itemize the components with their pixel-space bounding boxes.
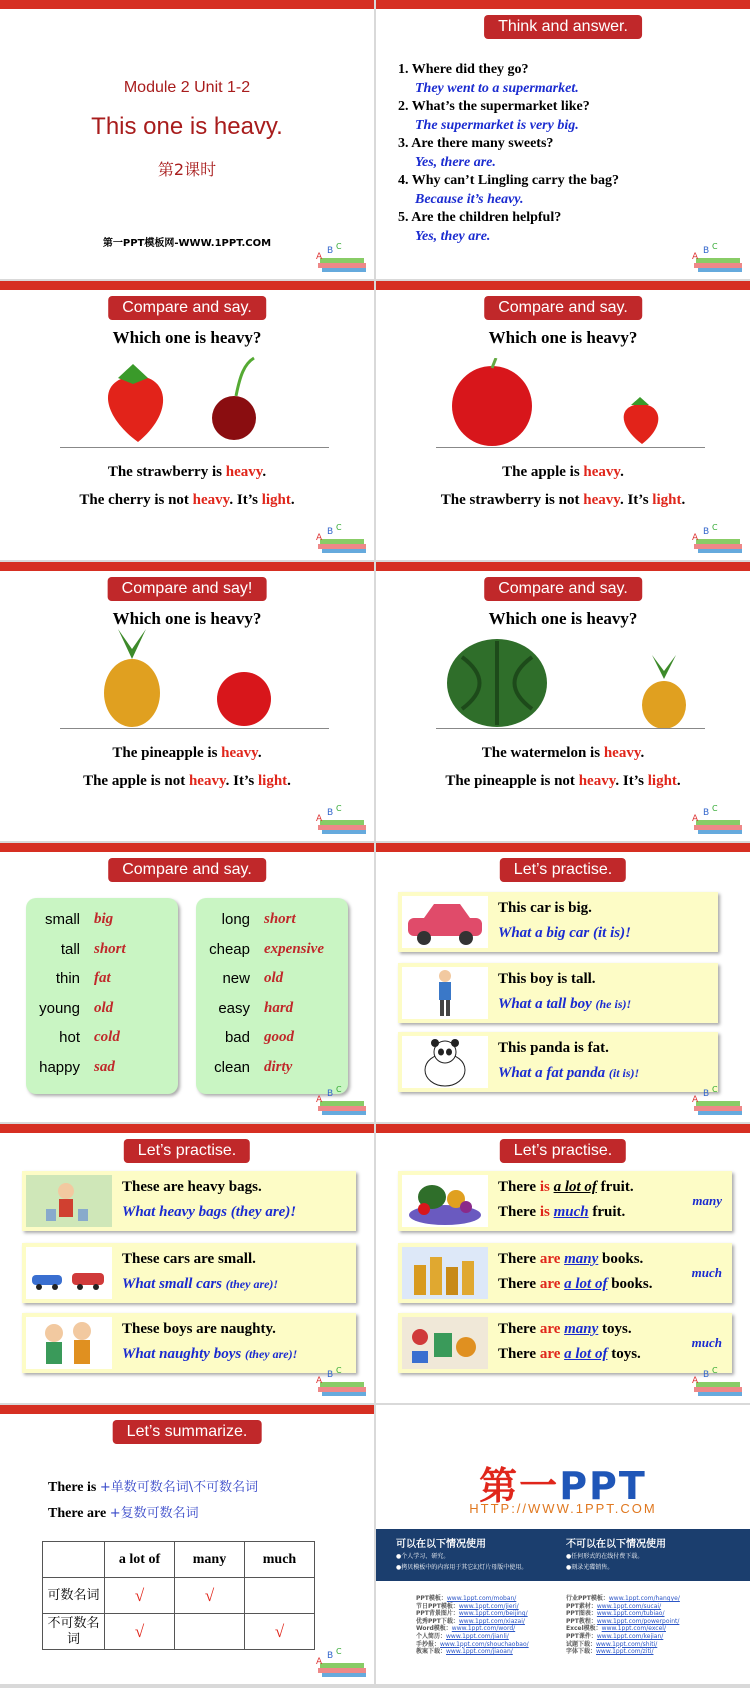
compare-slide-watermelon-pineapple[interactable] xyxy=(376,562,750,841)
practise-slide-2[interactable] xyxy=(0,1124,374,1403)
adjective-pair: bad good xyxy=(224,1029,294,1047)
practise-row: This boy is tall. What a tall boy (he is)! xyxy=(398,963,718,1023)
adjective-pair: long short xyxy=(221,911,296,929)
kid-with-bags-icon xyxy=(26,1175,112,1227)
question: 2. What’s the supermarket like? xyxy=(398,99,590,114)
svg-text:A: A xyxy=(316,533,323,543)
books-icon xyxy=(402,1247,488,1299)
adjective-pair: new old xyxy=(222,970,284,988)
slide-badge: Compare and say! xyxy=(108,577,267,601)
table-row: 不可数名词 √ √ xyxy=(43,1614,315,1650)
svg-text:C: C xyxy=(712,805,718,813)
practise-row: These cars are small. What small cars (they are)! xyxy=(22,1243,356,1303)
svg-text:B: B xyxy=(327,1089,334,1099)
summary-slide[interactable] xyxy=(0,1405,374,1684)
think-answer-slide[interactable] xyxy=(376,0,750,279)
title-slide[interactable] xyxy=(0,0,374,279)
apple-icon xyxy=(214,667,274,727)
slide-badge: Compare and say. xyxy=(108,858,266,882)
practise-row: These boys are naughty. What naughty boys (they are)! xyxy=(22,1313,356,1373)
links-right[interactable]: 行业PPT模板：www.1ppt.com/hangye/ PPT素材：www.1ppt.com/sucai/ PPT图表：www.1ppt.com/tubiao/ PPT教程：www.1ppt.com/powerpoint/ Excel模板：www.1ppt.com/excel/ PPT课件：www.1ppt.com/kejian/ 试题下载：www.1ppt.com/shiti/ 字体下载：www.1ppt.com/ziti/ xyxy=(566,1595,680,1656)
sentence-heavy: The pineapple is heavy. xyxy=(112,745,262,761)
svg-text:C: C xyxy=(712,243,718,251)
sentence-light: The strawberry is not heavy. It’s light. xyxy=(440,492,686,508)
svg-text:C: C xyxy=(336,243,342,251)
fruit-bowl-icon xyxy=(402,1175,488,1227)
cherry-icon xyxy=(210,356,260,446)
panda-icon xyxy=(402,1036,488,1088)
slide-badge: Let’s practise. xyxy=(500,858,626,882)
links-left[interactable]: PPT模板：www.1ppt.com/moban/ 节日PPT模板：www.1ppt.com/jieri/ PPT背景图片：www.1ppt.com/beijing/ 优秀PPT下载：www.1ppt.com/xiazai/ Word模板：www.1ppt.com/word/ 个人简历：www.1ppt.com/jianli/ 手抄报：www.1ppt.com/shouchaobao/ 教案下载：www.1ppt.com/jiaoan/ xyxy=(416,1595,529,1656)
summary-table xyxy=(42,1541,315,1650)
module-label: Module 2 Unit 1-2 xyxy=(123,79,251,96)
slide-badge: Let’s practise. xyxy=(124,1139,250,1163)
svg-text:A: A xyxy=(692,1376,699,1386)
divider xyxy=(60,447,329,448)
svg-text:C: C xyxy=(712,1086,718,1094)
small-cars-icon xyxy=(26,1247,112,1299)
svg-text:B: B xyxy=(703,527,710,537)
table-row: 可数名词 √ √ xyxy=(43,1578,315,1614)
compare-slide-strawberry-cherry[interactable] xyxy=(0,281,374,560)
question: 5. Are the children helpful? xyxy=(398,210,562,225)
sentence-light: The apple is not heavy. It’s light. xyxy=(83,773,291,789)
practise-row: There is a lot of fruit. There is much fruit. many xyxy=(398,1171,732,1231)
slide-question: Which one is heavy? xyxy=(488,328,638,347)
adjective-pair: thin fat xyxy=(55,970,111,988)
compare-slide-pineapple-apple[interactable] xyxy=(0,562,374,841)
practise-row: There are many books. There are a lot of books. much xyxy=(398,1243,732,1303)
ppt-logo: 第一PPT xyxy=(479,1464,647,1508)
svg-text:B: B xyxy=(703,246,710,256)
pineapple-icon xyxy=(100,629,164,727)
adjective-pair: young old xyxy=(39,999,114,1017)
slide-question: Which one is heavy? xyxy=(488,609,638,628)
website-label: 第一PPT模板网-WWW.1PPT.COM xyxy=(102,238,272,249)
slide-badge: Compare and say. xyxy=(108,296,266,320)
qa-list xyxy=(398,61,619,246)
abc-books-icon xyxy=(314,1648,368,1678)
svg-text:A: A xyxy=(692,1095,699,1105)
slide-question: Which one is heavy? xyxy=(112,609,262,628)
ppt-ad-slide[interactable] xyxy=(376,1405,750,1684)
svg-text:A: A xyxy=(692,533,699,543)
strawberry-icon xyxy=(88,356,178,444)
sentence-heavy: The watermelon is heavy. xyxy=(481,745,645,761)
adjective-pair: tall short xyxy=(60,940,126,958)
svg-text:C: C xyxy=(336,805,342,813)
correction-word: many xyxy=(692,1193,722,1208)
svg-text:B: B xyxy=(327,246,334,256)
svg-text:B: B xyxy=(327,808,334,818)
practise-row: This car is big. What a big car (it is)! xyxy=(398,892,718,952)
sentence-light: The pineapple is not heavy. It’s light. xyxy=(445,773,681,789)
usage-band: 可以在以下情况使用 ●个人学习、研究。 ●拷贝模板中的内容用于其它幻灯片母版中使用。 不可以在以下情况使用 ●任何形式的在线付费下载。 ●刻录光碟销售。 xyxy=(376,1529,750,1581)
abc-books-icon xyxy=(690,243,744,273)
sentence-light: The cherry is not heavy. It’s light. xyxy=(79,492,295,508)
rule-there-are: There are +复数可数名词 xyxy=(48,1506,199,1521)
answer: Yes, they are. xyxy=(415,228,491,244)
adjective-pair: cheap expensive xyxy=(209,940,324,958)
car-icon xyxy=(402,896,488,948)
site-url[interactable]: HTTP://WWW.1PPT.COM xyxy=(469,1501,657,1516)
adjective-pair: small big xyxy=(44,911,114,929)
adjective-pair: clean dirty xyxy=(214,1058,293,1076)
svg-text:B: B xyxy=(327,1370,334,1380)
lesson-period: 第2课时 xyxy=(157,160,217,179)
svg-text:B: B xyxy=(327,527,334,537)
abc-books-icon xyxy=(690,1367,744,1397)
svg-text:A: A xyxy=(316,1657,323,1667)
table-header-row: a lot of many much xyxy=(43,1542,315,1578)
question: 4. Why can’t Lingling carry the bag? xyxy=(398,173,620,188)
sentence-heavy: The apple is heavy. xyxy=(502,464,624,480)
slide-badge: Compare and say. xyxy=(484,296,642,320)
watermelon-icon xyxy=(442,637,552,729)
adjectives-slide[interactable] xyxy=(0,843,374,1122)
rule-there-is: There is +单数可数名词\不可数名词 xyxy=(48,1480,259,1495)
abc-books-icon xyxy=(314,1086,368,1116)
svg-text:A: A xyxy=(692,252,699,262)
adjective-pair: hot cold xyxy=(59,1029,120,1047)
correction-word: much xyxy=(691,1265,722,1280)
answer: Yes, there are. xyxy=(415,154,496,170)
slide-badge: Let’s summarize. xyxy=(113,1420,262,1444)
svg-text:A: A xyxy=(316,252,323,262)
practise-slide-1[interactable] xyxy=(376,843,750,1122)
question: 3. Are there many sweets? xyxy=(398,136,554,151)
answer: The supermarket is very big. xyxy=(415,117,579,133)
abc-books-icon xyxy=(314,805,368,835)
abc-books-icon xyxy=(690,524,744,554)
abc-books-icon xyxy=(690,805,744,835)
apple-icon xyxy=(446,358,538,448)
abc-books-icon xyxy=(314,524,368,554)
abc-books-icon xyxy=(314,243,368,273)
divider xyxy=(436,728,705,729)
svg-text:B: B xyxy=(703,1370,710,1380)
svg-text:C: C xyxy=(336,524,342,532)
pineapple-icon xyxy=(638,655,690,729)
answer: They went to a supermarket. xyxy=(415,80,579,96)
strawberry-icon xyxy=(614,394,666,446)
abc-books-icon xyxy=(314,1367,368,1397)
svg-text:A: A xyxy=(692,814,699,824)
toys-icon xyxy=(402,1317,488,1369)
practise-row: There are many toys. There are a lot of toys. much xyxy=(398,1313,732,1373)
svg-text:B: B xyxy=(327,1651,334,1661)
svg-text:A: A xyxy=(316,814,323,824)
adjective-box-right xyxy=(196,898,348,1094)
svg-text:C: C xyxy=(336,1086,342,1094)
divider xyxy=(60,728,329,729)
adjective-pair: easy hard xyxy=(218,999,294,1017)
adjective-pair: happy sad xyxy=(39,1058,115,1076)
adjective-box-left xyxy=(26,898,178,1094)
slide-badge: Let’s practise. xyxy=(500,1139,626,1163)
question: 1. Where did they go? xyxy=(398,62,529,77)
practise-row: These are heavy bags. What heavy bags (they are)! xyxy=(22,1171,356,1231)
divider xyxy=(436,447,705,448)
svg-text:C: C xyxy=(336,1367,342,1375)
answer: Because it’s heavy. xyxy=(415,191,524,207)
svg-text:B: B xyxy=(703,808,710,818)
svg-text:C: C xyxy=(336,1648,342,1656)
compare-slide-apple-strawberry[interactable] xyxy=(376,281,750,560)
lesson-title: This one is heavy. xyxy=(91,113,283,140)
correction-word: much xyxy=(691,1335,722,1350)
svg-text:C: C xyxy=(712,1367,718,1375)
slide-badge: Compare and say. xyxy=(484,577,642,601)
practise-row: This panda is fat. What a fat panda (it is)! xyxy=(398,1032,718,1092)
naughty-boys-icon xyxy=(26,1317,112,1369)
practise-slide-3[interactable] xyxy=(376,1124,750,1403)
slide-badge: Think and answer. xyxy=(484,15,642,39)
sentence-heavy: The strawberry is heavy. xyxy=(107,464,267,480)
svg-text:A: A xyxy=(316,1095,323,1105)
svg-text:C: C xyxy=(712,524,718,532)
slide-question: Which one is heavy? xyxy=(112,328,262,347)
svg-text:B: B xyxy=(703,1089,710,1099)
abc-books-icon xyxy=(690,1086,744,1116)
boy-icon xyxy=(402,967,488,1019)
svg-text:A: A xyxy=(316,1376,323,1386)
